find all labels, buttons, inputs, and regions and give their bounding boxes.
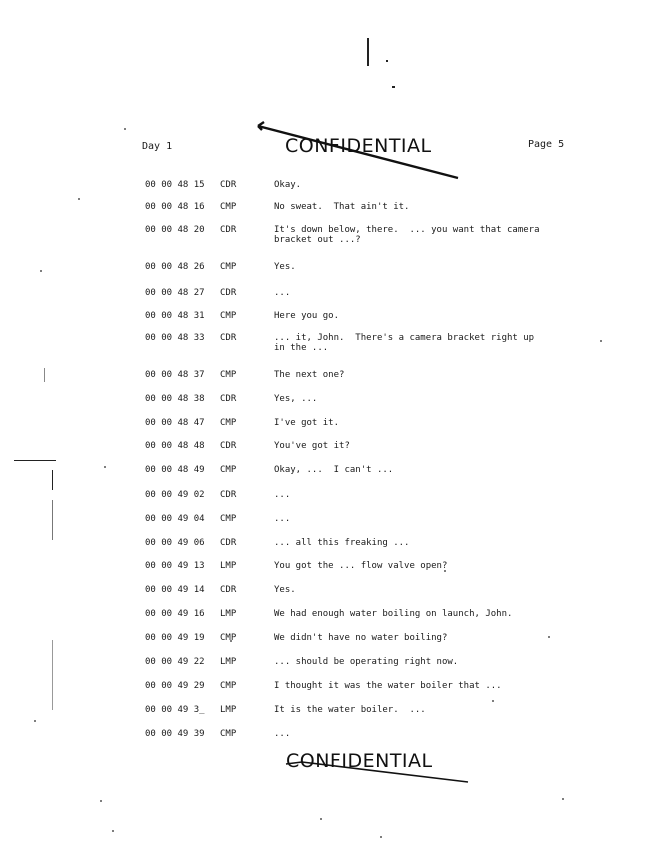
timestamp: 00 00 48 33 [145,333,205,343]
utterance: I thought it was the water boiler that ... [274,681,502,691]
utterance: Yes, ... [274,394,318,404]
left-margin-rule [14,460,56,461]
utterance: Yes. [274,262,296,272]
scan-speck [100,800,102,802]
speaker: CMP [220,311,237,321]
timestamp: 00 00 49 19 [145,633,205,643]
utterance: The next one? [274,370,345,380]
scan-speck [320,818,322,820]
utterance: ... should be operating right now. [274,657,459,667]
timestamp: 00 00 48 48 [145,441,205,451]
scan-speck [492,700,494,702]
timestamp: 00 00 48 47 [145,418,205,428]
speaker: CDR [220,394,237,404]
left-margin-dash [52,500,53,540]
utterance: ... all this freaking ... [274,538,410,548]
speaker: LMP [220,609,237,619]
timestamp: 00 00 49 39 [145,729,205,739]
day-label: Day 1 [142,141,173,152]
speaker: CDR [220,585,237,595]
utterance: No sweat. That ain't it. [274,202,410,212]
scan-speck [112,830,114,832]
speaker: LMP [220,705,237,715]
speaker: CDR [220,225,237,235]
timestamp: 00 00 48 27 [145,288,205,298]
utterance: I've got it. [274,418,340,428]
timestamp: 00 00 49 3_ [145,705,205,715]
speaker: CMP [220,465,237,475]
timestamp: 00 00 48 49 [145,465,205,475]
timestamp: 00 00 49 29 [145,681,205,691]
speaker: CMP [220,262,237,272]
speaker: CDR [220,180,237,190]
speaker: CMP [220,514,237,524]
scan-speck [124,128,126,130]
utterance: ... [274,490,291,500]
timestamp: 00 00 48 38 [145,394,205,404]
utterance: It's down below, there. ... you want that camera bracket out ...? [274,225,540,245]
scan-speck [380,836,382,838]
speaker: LMP [220,657,237,667]
scan-speck [78,198,80,200]
utterance: Okay, ... I can't ... [274,465,394,475]
confidential-stamp-top: CONFIDENTIAL [285,135,432,157]
utterance: ... [274,514,291,524]
timestamp: 00 00 48 37 [145,370,205,380]
speaker: CDR [220,333,237,343]
scan-speck [40,270,42,272]
utterance: Here you go. [274,311,340,321]
speaker: LMP [220,561,237,571]
speaker: CMP [220,729,237,739]
page-number: Page 5 [528,139,565,150]
top-margin-dot [392,86,395,88]
timestamp: 00 00 49 14 [145,585,205,595]
speaker: CDR [220,490,237,500]
timestamp: 00 00 48 20 [145,225,205,235]
utterance: We had enough water boiling on launch, John. [274,609,513,619]
timestamp: 00 00 49 13 [145,561,205,571]
timestamp: 00 00 48 16 [145,202,205,212]
speaker: CMP [220,370,237,380]
left-margin-dash [52,640,53,710]
timestamp: 00 00 49 02 [145,490,205,500]
speaker: CDR [220,288,237,298]
speaker: CDR [220,538,237,548]
timestamp: 00 00 48 26 [145,262,205,272]
utterance: Okay. [274,180,302,190]
utterance: We didn't have no water boiling? [274,633,448,643]
top-margin-dot [386,60,388,62]
left-margin-dash [52,470,53,490]
timestamp: 00 00 49 22 [145,657,205,667]
speaker: CMP [220,202,237,212]
timestamp: 00 00 48 15 [145,180,205,190]
utterance: Yes. [274,585,296,595]
confidential-stamp-bottom: CONFIDENTIAL [286,750,433,772]
timestamp: 00 00 49 04 [145,514,205,524]
timestamp: 00 00 48 31 [145,311,205,321]
scan-speck [562,798,564,800]
timestamp: 00 00 49 16 [145,609,205,619]
utterance: ... [274,288,291,298]
utterance: It is the water boiler. ... [274,705,426,715]
utterance: ... [274,729,291,739]
speaker: CMP [220,681,237,691]
utterance: You've got it? [274,441,350,451]
speaker: CDR [220,441,237,451]
speaker: CMP [220,633,237,643]
speaker: CMP [220,418,237,428]
timestamp: 00 00 49 06 [145,538,205,548]
top-margin-mark [367,38,369,66]
scan-speck [34,720,36,722]
utterance: You got the ... flow valve open? [274,561,448,571]
left-margin-dash [44,368,45,382]
utterance: ... it, John. There's a camera bracket right up in the ... [274,333,535,353]
scan-speck [600,340,602,342]
scan-speck [104,466,106,468]
